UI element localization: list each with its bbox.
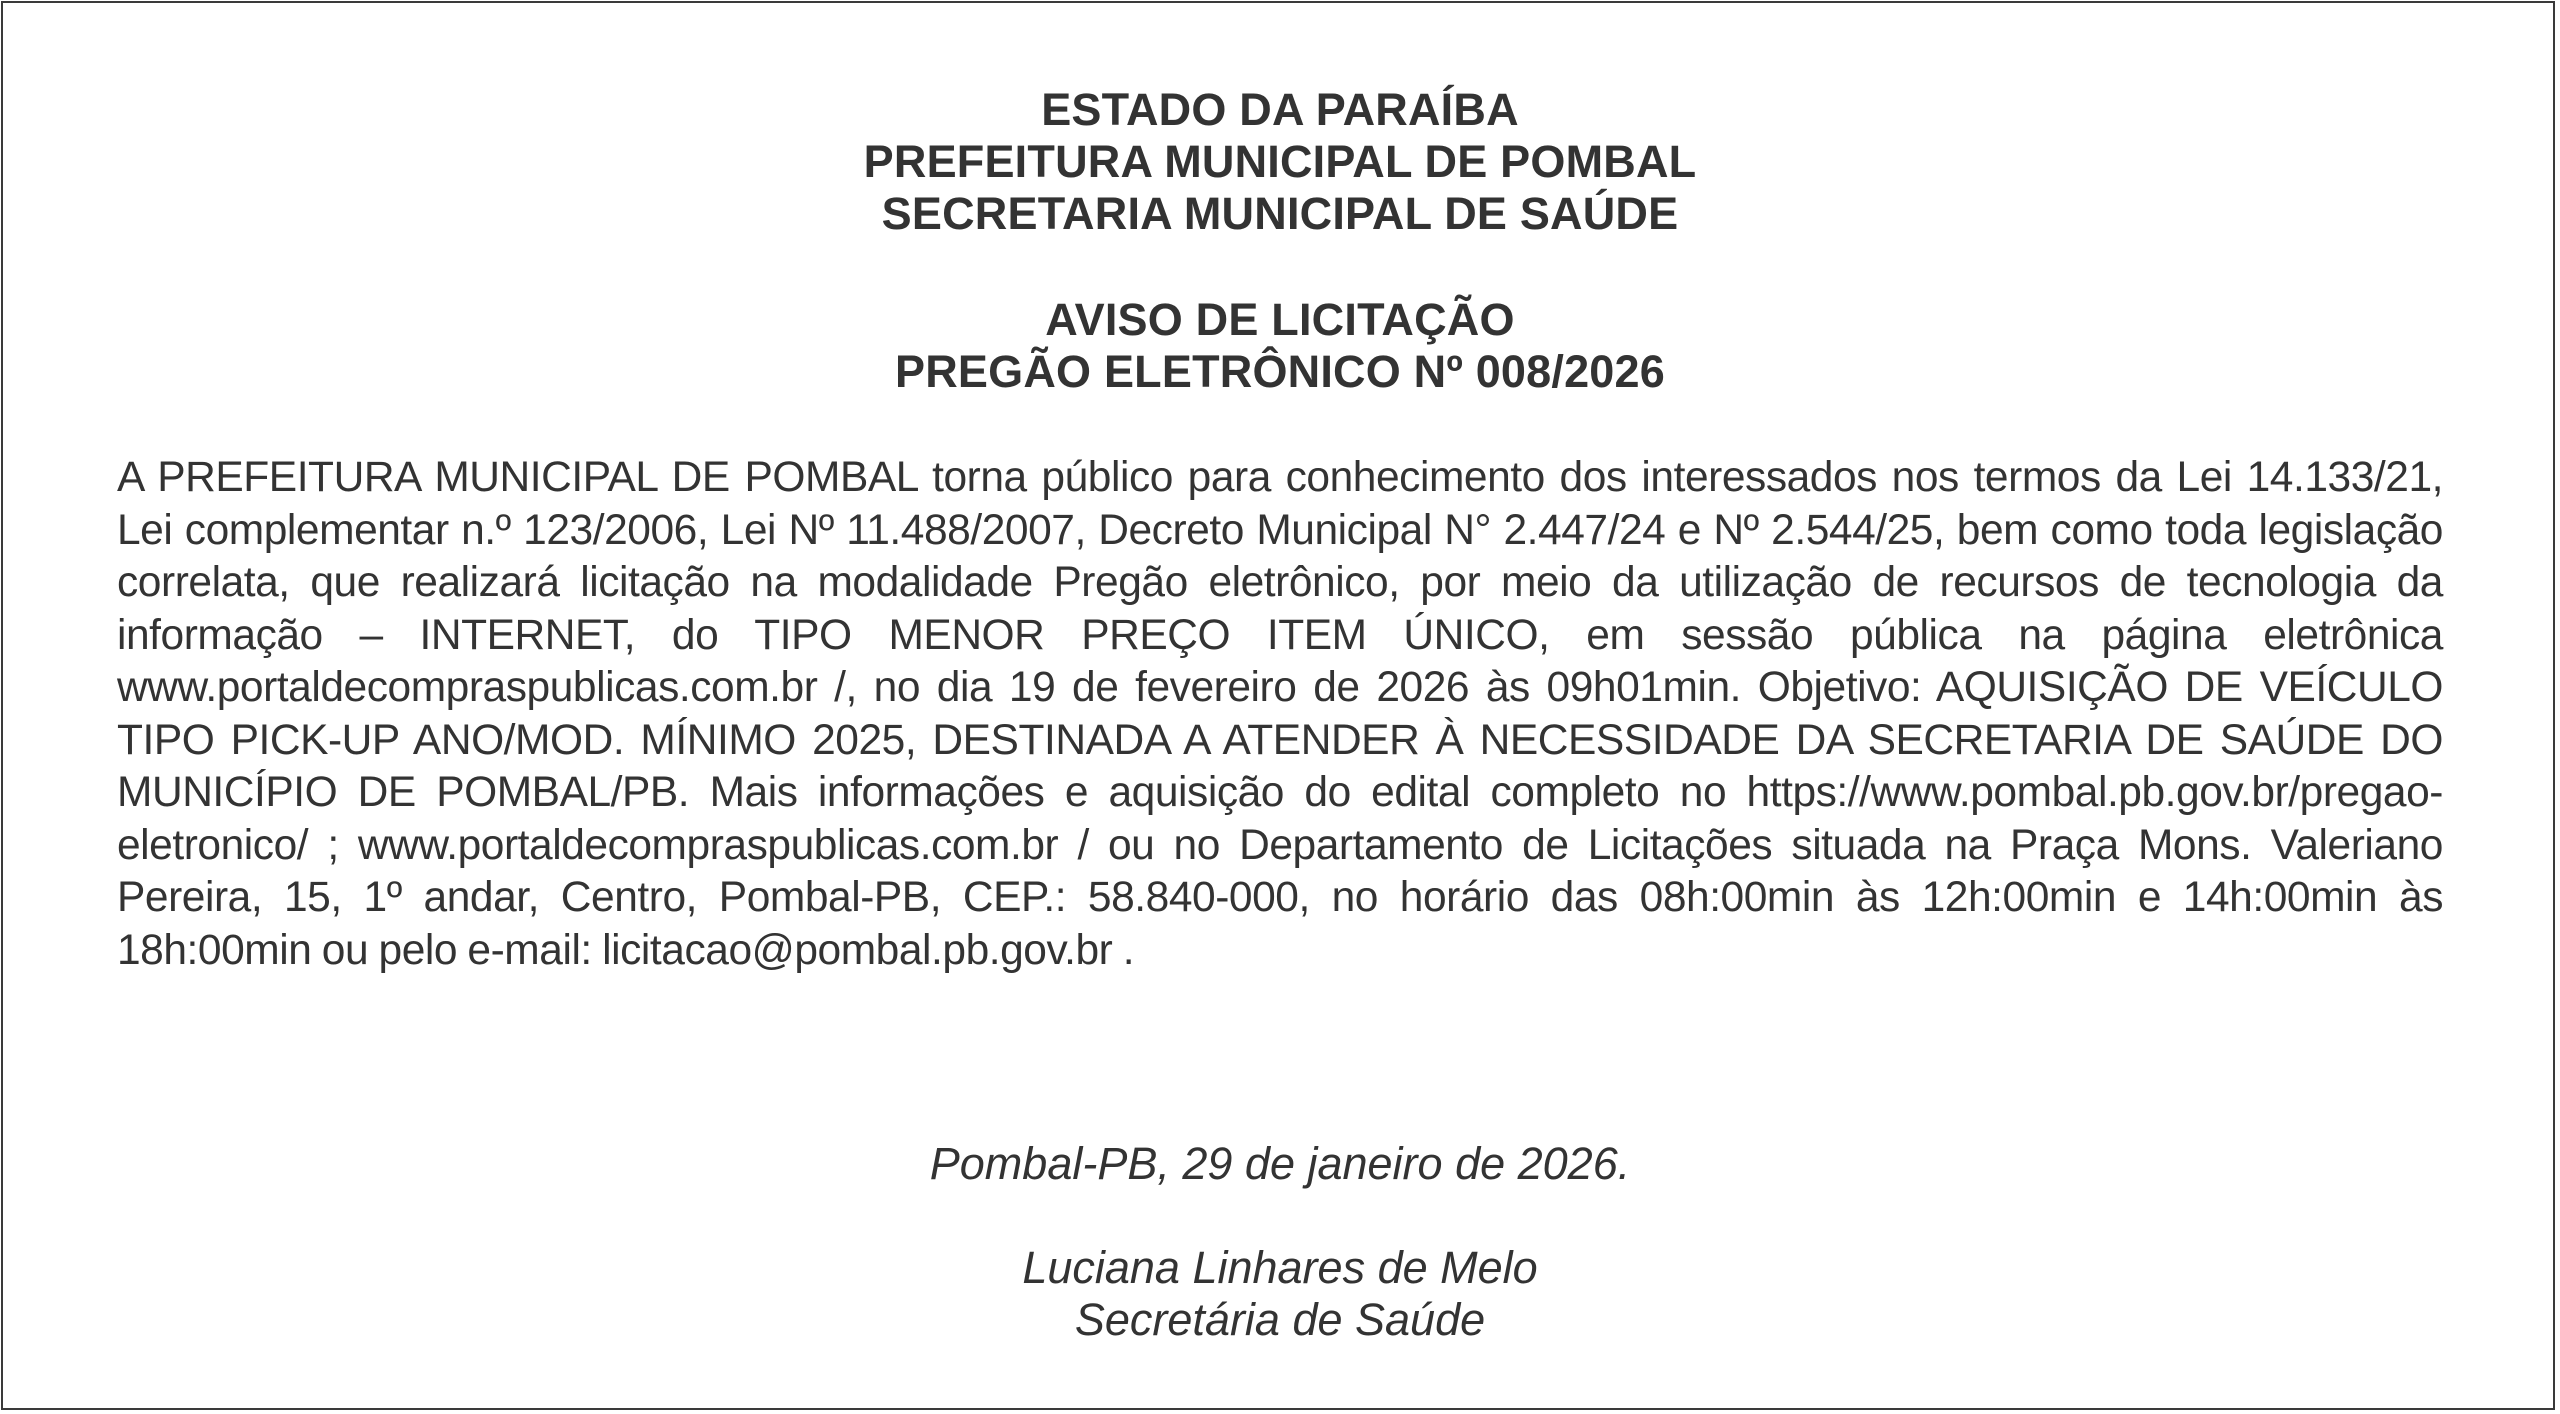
notice-title: AVISO DE LICITAÇÃO xyxy=(1045,294,1515,345)
state-name: ESTADO DA PARAÍBA xyxy=(1041,84,1519,135)
signatory-role: Secretária de Saúde xyxy=(1074,1294,1486,1345)
notice-body: A PREFEITURA MUNICIPAL DE POMBAL torna público para conhecimento dos interessados nos termos da Lei 14.133/21, Lei complementar n.º 123/2006, Lei Nº 11.488/2007, Decreto Municipal N° 2.447/24 e Nº 2.544/25, bem como toda legislação correlata, que realizará licitação na modalidade Pregão eletrônico, por meio da utilização de recursos de tecnologia da informação – INTERNET, do TIPO MENOR PREÇO ITEM ÚNICO, em sessão pública na página eletrônica www.portaldecompraspublicas.com.br /, no dia 19 de fevereiro de 2026 às 09h01min. Objetivo: AQUISIÇÃO DE VEÍCULO TIPO PICK-UP ANO/MOD. MÍNIMO 2025, DESTINADA A ATENDER À NECESSIDADE DA SECRETARIA DE SAÚDE DO MUNICÍPIO DE POMBAL/PB. Mais informações e aquisição do edital completo no https://www.pombal.pb.gov.br/pregao-eletronico/ ; www.portaldecompraspublicas.com.br / ou no Departamento de Licitações situada na Praça Mons. Valeriano Pereira, 15, 1º andar, Centro, Pombal-PB, CEP.: 58.840-000, no horário das 08h:00min às 12h:00min e 14h:00min às 18h:00min ou pelo e-mail: licitacao@pombal.pb.gov.br . xyxy=(117,454,2443,974)
department-name: SECRETARIA MUNICIPAL DE SAÚDE xyxy=(881,188,1679,239)
notice-subtitle: PREGÃO ELETRÔNICO Nº 008/2026 xyxy=(895,346,1665,397)
municipality-name: PREFEITURA MUNICIPAL DE POMBAL xyxy=(863,136,1697,187)
place-and-date: Pombal-PB, 29 de janeiro de 2026. xyxy=(929,1138,1631,1189)
signatory-name: Luciana Linhares de Melo xyxy=(1022,1242,1538,1293)
notice-heading xyxy=(0,294,2560,398)
signature-block xyxy=(0,1242,2560,1346)
issuer-header xyxy=(0,84,2560,240)
